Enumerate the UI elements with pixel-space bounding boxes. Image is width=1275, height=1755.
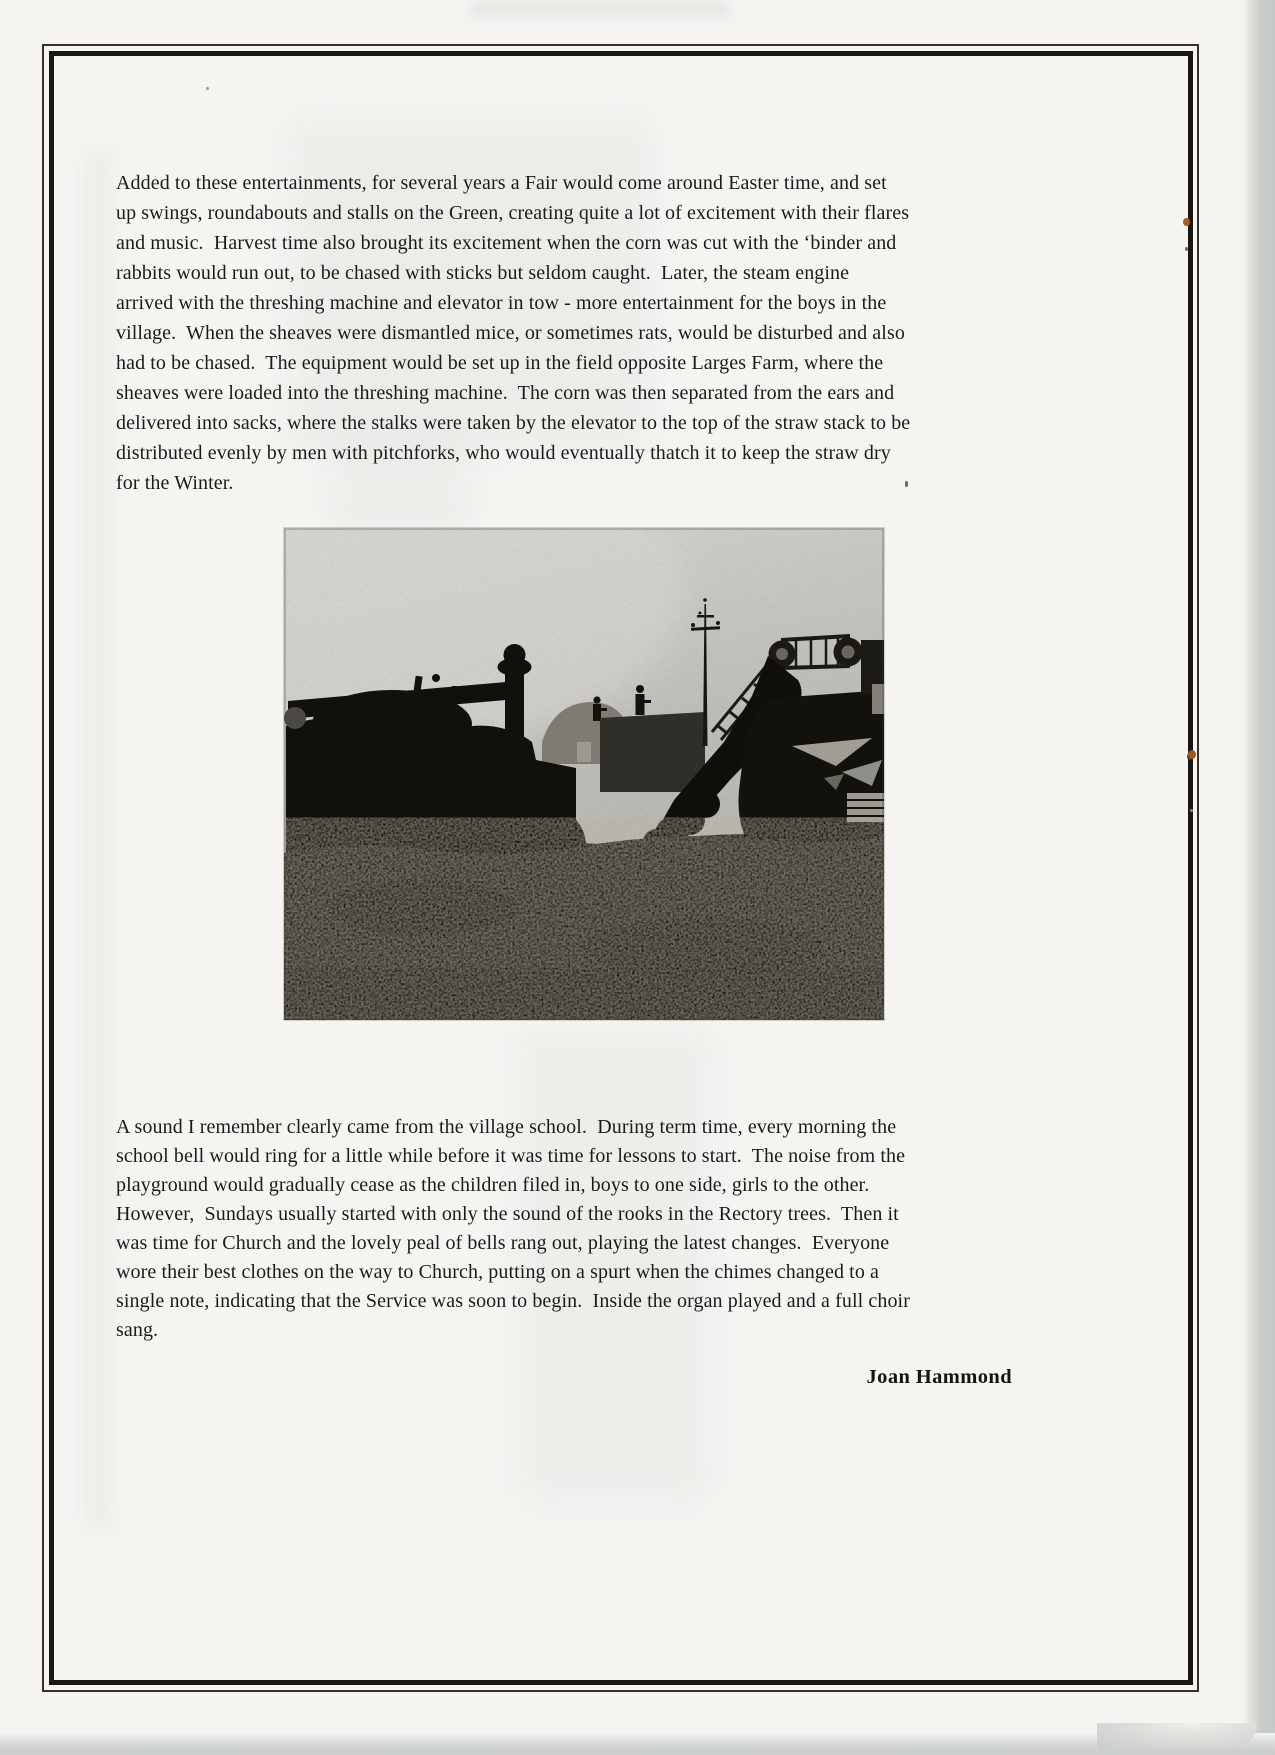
rust-speck	[1183, 218, 1190, 226]
text-line: village. When the sheaves were dismantled mice, or sometimes rats, would be disturbed and also	[116, 322, 905, 344]
scan-artifact	[470, 0, 730, 18]
text-line: up swings, roundabouts and stalls on the Green, creating quite a lot of excitement with their flares	[116, 202, 910, 224]
paper-corner-curl	[1097, 1723, 1257, 1749]
text-line: sang.	[116, 1319, 159, 1341]
dust-speck	[1185, 247, 1188, 251]
text-line: arrived with the threshing machine and elevator in tow - more entertainment for the boys in the	[116, 292, 887, 314]
text-line: school bell would ring for a little while before it was time for lessons to start. The noise from the	[116, 1145, 906, 1167]
text-line: had to be chased. The equipment would be set up in the field opposite Larges Farm, where the	[116, 352, 884, 374]
paper-bottom-edge	[0, 1733, 1275, 1755]
text-line: A sound I remember clearly came from the village school. During term time, every morning the	[116, 1116, 897, 1138]
photo-grain	[284, 528, 884, 1020]
text-line: Added to these entertainments, for several years a Fair would come around Easter time, and set	[116, 172, 887, 194]
text-line: playground would gradually cease as the children filed in, boys to one side, girls to the other.	[116, 1174, 870, 1196]
text-line: for the Winter.	[116, 472, 234, 494]
text-line: was time for Church and the lovely peal of bells rang out, playing the latest changes. Everyone	[116, 1232, 890, 1254]
dust-speck	[1190, 809, 1193, 812]
text-line: sheaves were loaded into the threshing machine. The corn was then separated from the ears and	[116, 382, 895, 404]
paragraph-2	[116, 1113, 910, 1345]
text-line: single note, indicating that the Service was soon to begin. Inside the organ played and a full choir	[116, 1290, 910, 1312]
text-line: delivered into sacks, where the stalks were taken by the elevator to the top of the straw stack to be	[116, 412, 911, 434]
text-line: However, Sundays usually started with only the sound of the rooks in the Rectory trees. Then it	[116, 1203, 899, 1225]
paper-right-edge	[1243, 0, 1275, 1755]
text-line: rabbits would run out, to be chased with sticks but seldom caught. Later, the steam engine	[116, 262, 850, 284]
dust-speck	[206, 87, 209, 90]
text-line: and music. Harvest time also brought its excitement when the corn was cut with the ‘binder and	[116, 232, 897, 254]
dust-speck	[905, 481, 908, 487]
paragraph-1	[116, 168, 910, 498]
text-line: distributed evenly by men with pitchforks, who would eventually thatch it to keep the straw dry	[116, 442, 891, 464]
author-signature: Joan Hammond	[866, 1366, 1012, 1388]
rust-speck	[1188, 750, 1196, 759]
text-line: wore their best clothes on the way to Church, putting on a spurt when the chimes changed to a	[116, 1261, 880, 1283]
threshing-scene-photo	[284, 528, 884, 1020]
